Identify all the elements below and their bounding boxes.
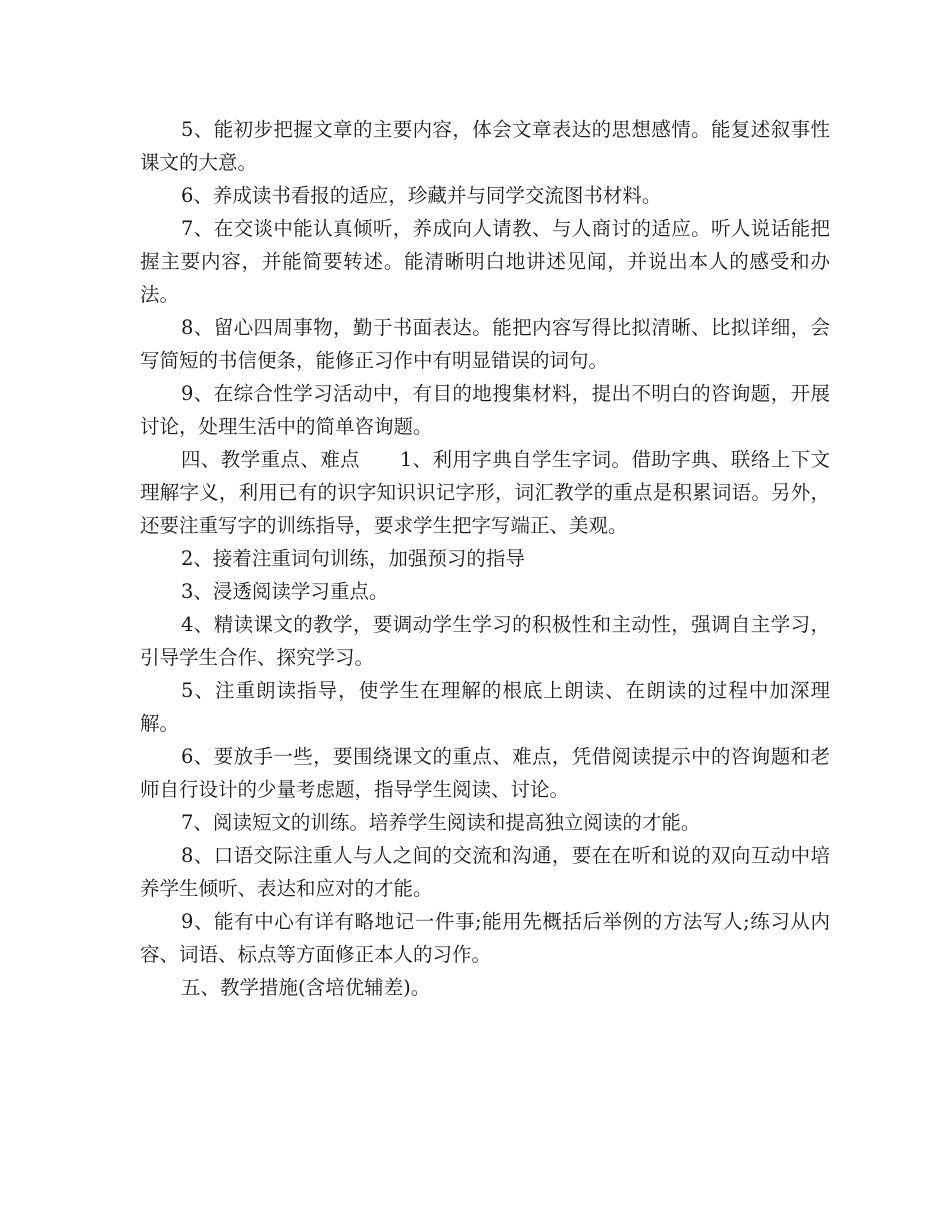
paragraph-8: 3、浸透阅读学习重点。 [181,580,389,603]
paragraph-12: 7、阅读短文的训练。培养学生阅读和提高独立阅读的才能。 [181,811,701,834]
paragraph-1: 5、能初步把握文章的主要内容，体会文章表达的思想感情。能复述叙事性课文的大意。 [140,118,830,174]
paragraph-5: 9、在综合性学习活动中，有目的地搜集材料，提出不明白的咨询题，开展讨论，处理生活中的简单咨询题。 [140,382,830,438]
paragraph-11: 6、要放手一些，要围绕课文的重点、难点，凭借阅读提示中的咨询题和老师自行设计的少量考虑题，指导学生阅读、讨论。 [140,745,830,801]
paragraph-6: 四、教学重点、难点 1、利用字典自学生字词。借助字典、联络上下文理解字义，利用已有的识字知识识记字形，词汇教学的重点是积累词语。另外，还要注重写字的训练指导，要求学生把字写端正、美观。 [140,448,830,537]
paragraph-13: 8、口语交际注重人与人之间的交流和沟通，要在在听和说的双向互动中培养学生倾听、表达和应对的才能。 [140,844,830,900]
paragraph-4: 8、留心四周事物，勤于书面表达。能把内容写得比拟清晰、比拟详细，会写简短的书信便条，能修正习作中有明显错误的词句。 [140,316,830,372]
document-body [140,113,830,1004]
paragraph-7: 2、接着注重词句训练，加强预习的指导 [181,547,525,570]
paragraph-2: 6、养成读书看报的适应，珍藏并与同学交流图书材料。 [181,184,662,207]
paragraph-9: 4、精读课文的教学，要调动学生学习的积极性和主动性，强调自主学习，引导学生合作、探究学习。 [140,613,830,669]
paragraph-10: 5、注重朗读指导，使学生在理解的根底上朗读、在朗读的过程中加深理解。 [140,679,830,735]
paragraph-14: 9、能有中心有详有略地记一件事;能用先概括后举例的方法写人;练习从内容、词语、标点等方面修正本人的习作。 [140,910,830,966]
paragraph-3: 7、在交谈中能认真倾听，养成向人请教、与人商讨的适应。听人说话能把握主要内容，并能简要转述。能清晰明白地讲述见闻，并说出本人的感受和办法。 [140,217,830,306]
paragraph-15: 五、教学措施(含培优辅差)。 [181,976,431,999]
